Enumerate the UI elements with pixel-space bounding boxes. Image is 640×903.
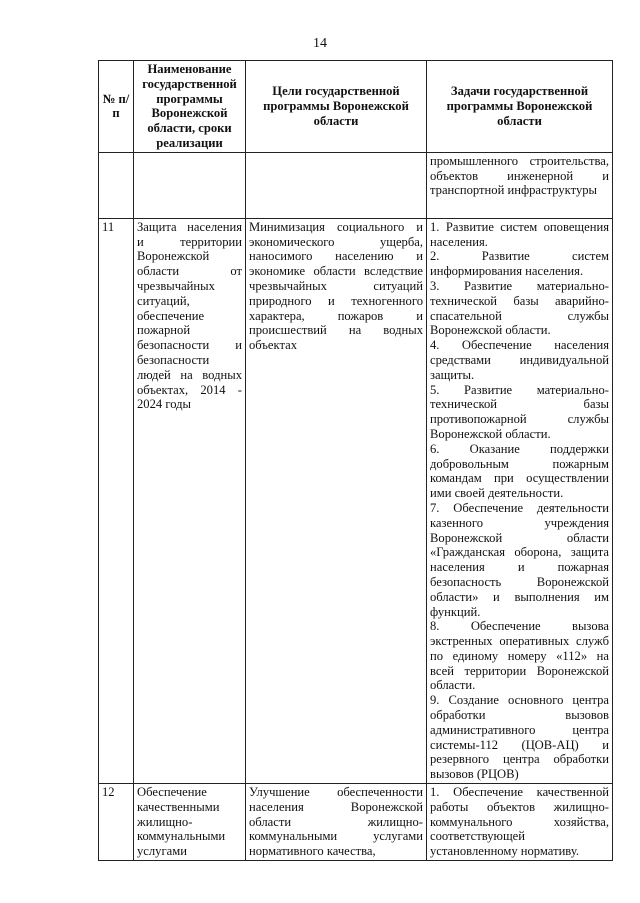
cell-empty: [99, 152, 134, 218]
row-11-goals: Минимизация социального и экономического ущерба, наносимого населению и экономике области вследствие чрезвычайных ситуаций природного и техногенного характера, пожаров и происшествий на водных объектах: [246, 218, 427, 783]
task-item: 7. Обеспечение деятельности казенного учреждения Воронежской области «Гражданская оборона, защита населения и пожарная безопасность Воронежской области» и выполнения им функций.: [430, 500, 609, 619]
page-number: 14: [313, 36, 327, 51]
table-row-11: [99, 218, 613, 783]
task-item: 5. Развитие материально-технической базы противопожарной службы Воронежской области.: [430, 382, 609, 441]
row-12-num: 12: [99, 784, 134, 861]
header-goals: Цели государственной программы Воронежской области: [246, 61, 427, 153]
row-12-goals: Улучшение обеспеченности населения Воронежской области жилищно-коммунальными услугами нормативного качества,: [246, 784, 427, 861]
row-11-num: 11: [99, 218, 134, 783]
cell-empty: [134, 152, 246, 218]
header-tasks: Задачи государственной программы Воронежской области: [427, 61, 613, 153]
row-11-tasks: [427, 218, 613, 783]
table-row-continuation: [99, 152, 613, 218]
table-row-12: [99, 784, 613, 861]
cell-empty: [246, 152, 427, 218]
header-name: Наименование государственной программы Воронежской области, сроки реализации: [134, 61, 246, 153]
task-item: 8. Обеспечение вызова экстренных оперативных служб по единому номеру «112» на всей территории Воронежской области.: [430, 619, 609, 693]
header-num: № п/п: [99, 61, 134, 153]
task-item: 3. Развитие материально-технической базы аварийно-спасательной службы Воронежской области.: [430, 278, 609, 338]
row-12-tasks: 1. Обеспечение качественной работы объектов жилищно-коммунального хозяйства, соответствующей установленному нормативу.: [427, 784, 613, 861]
continuation-tasks: промышленного строительства, объектов инженерной и транспортной инфраструктуры: [427, 152, 613, 218]
row-11-name: Защита населения и территории Воронежской области от чрезвычайных ситуаций, обеспечение пожарной безопасности и безопасности людей на водных объектах, 2014 - 2024 годы: [134, 218, 246, 783]
task-item: 4. Обеспечение населения средствами индивидуальной защиты.: [430, 338, 609, 382]
table-header-row: [99, 61, 613, 153]
task-item: 9. Создание основного центра обработки вызовов административного центра системы-112 (ЦОВ-АЦ) и резервного центра обработки вызовов (РЦОВ): [430, 693, 609, 782]
task-item: 1. Развитие систем оповещения населения.: [430, 219, 609, 249]
programs-table: [98, 60, 613, 861]
row-12-name: Обеспечение качественными жилищно-коммунальными услугами: [134, 784, 246, 861]
task-item: 2. Развитие систем информирования населения.: [430, 249, 609, 279]
task-item: 6. Оказание поддержки добровольным пожарным командам при осуществлении ими своей деятельности.: [430, 441, 609, 501]
